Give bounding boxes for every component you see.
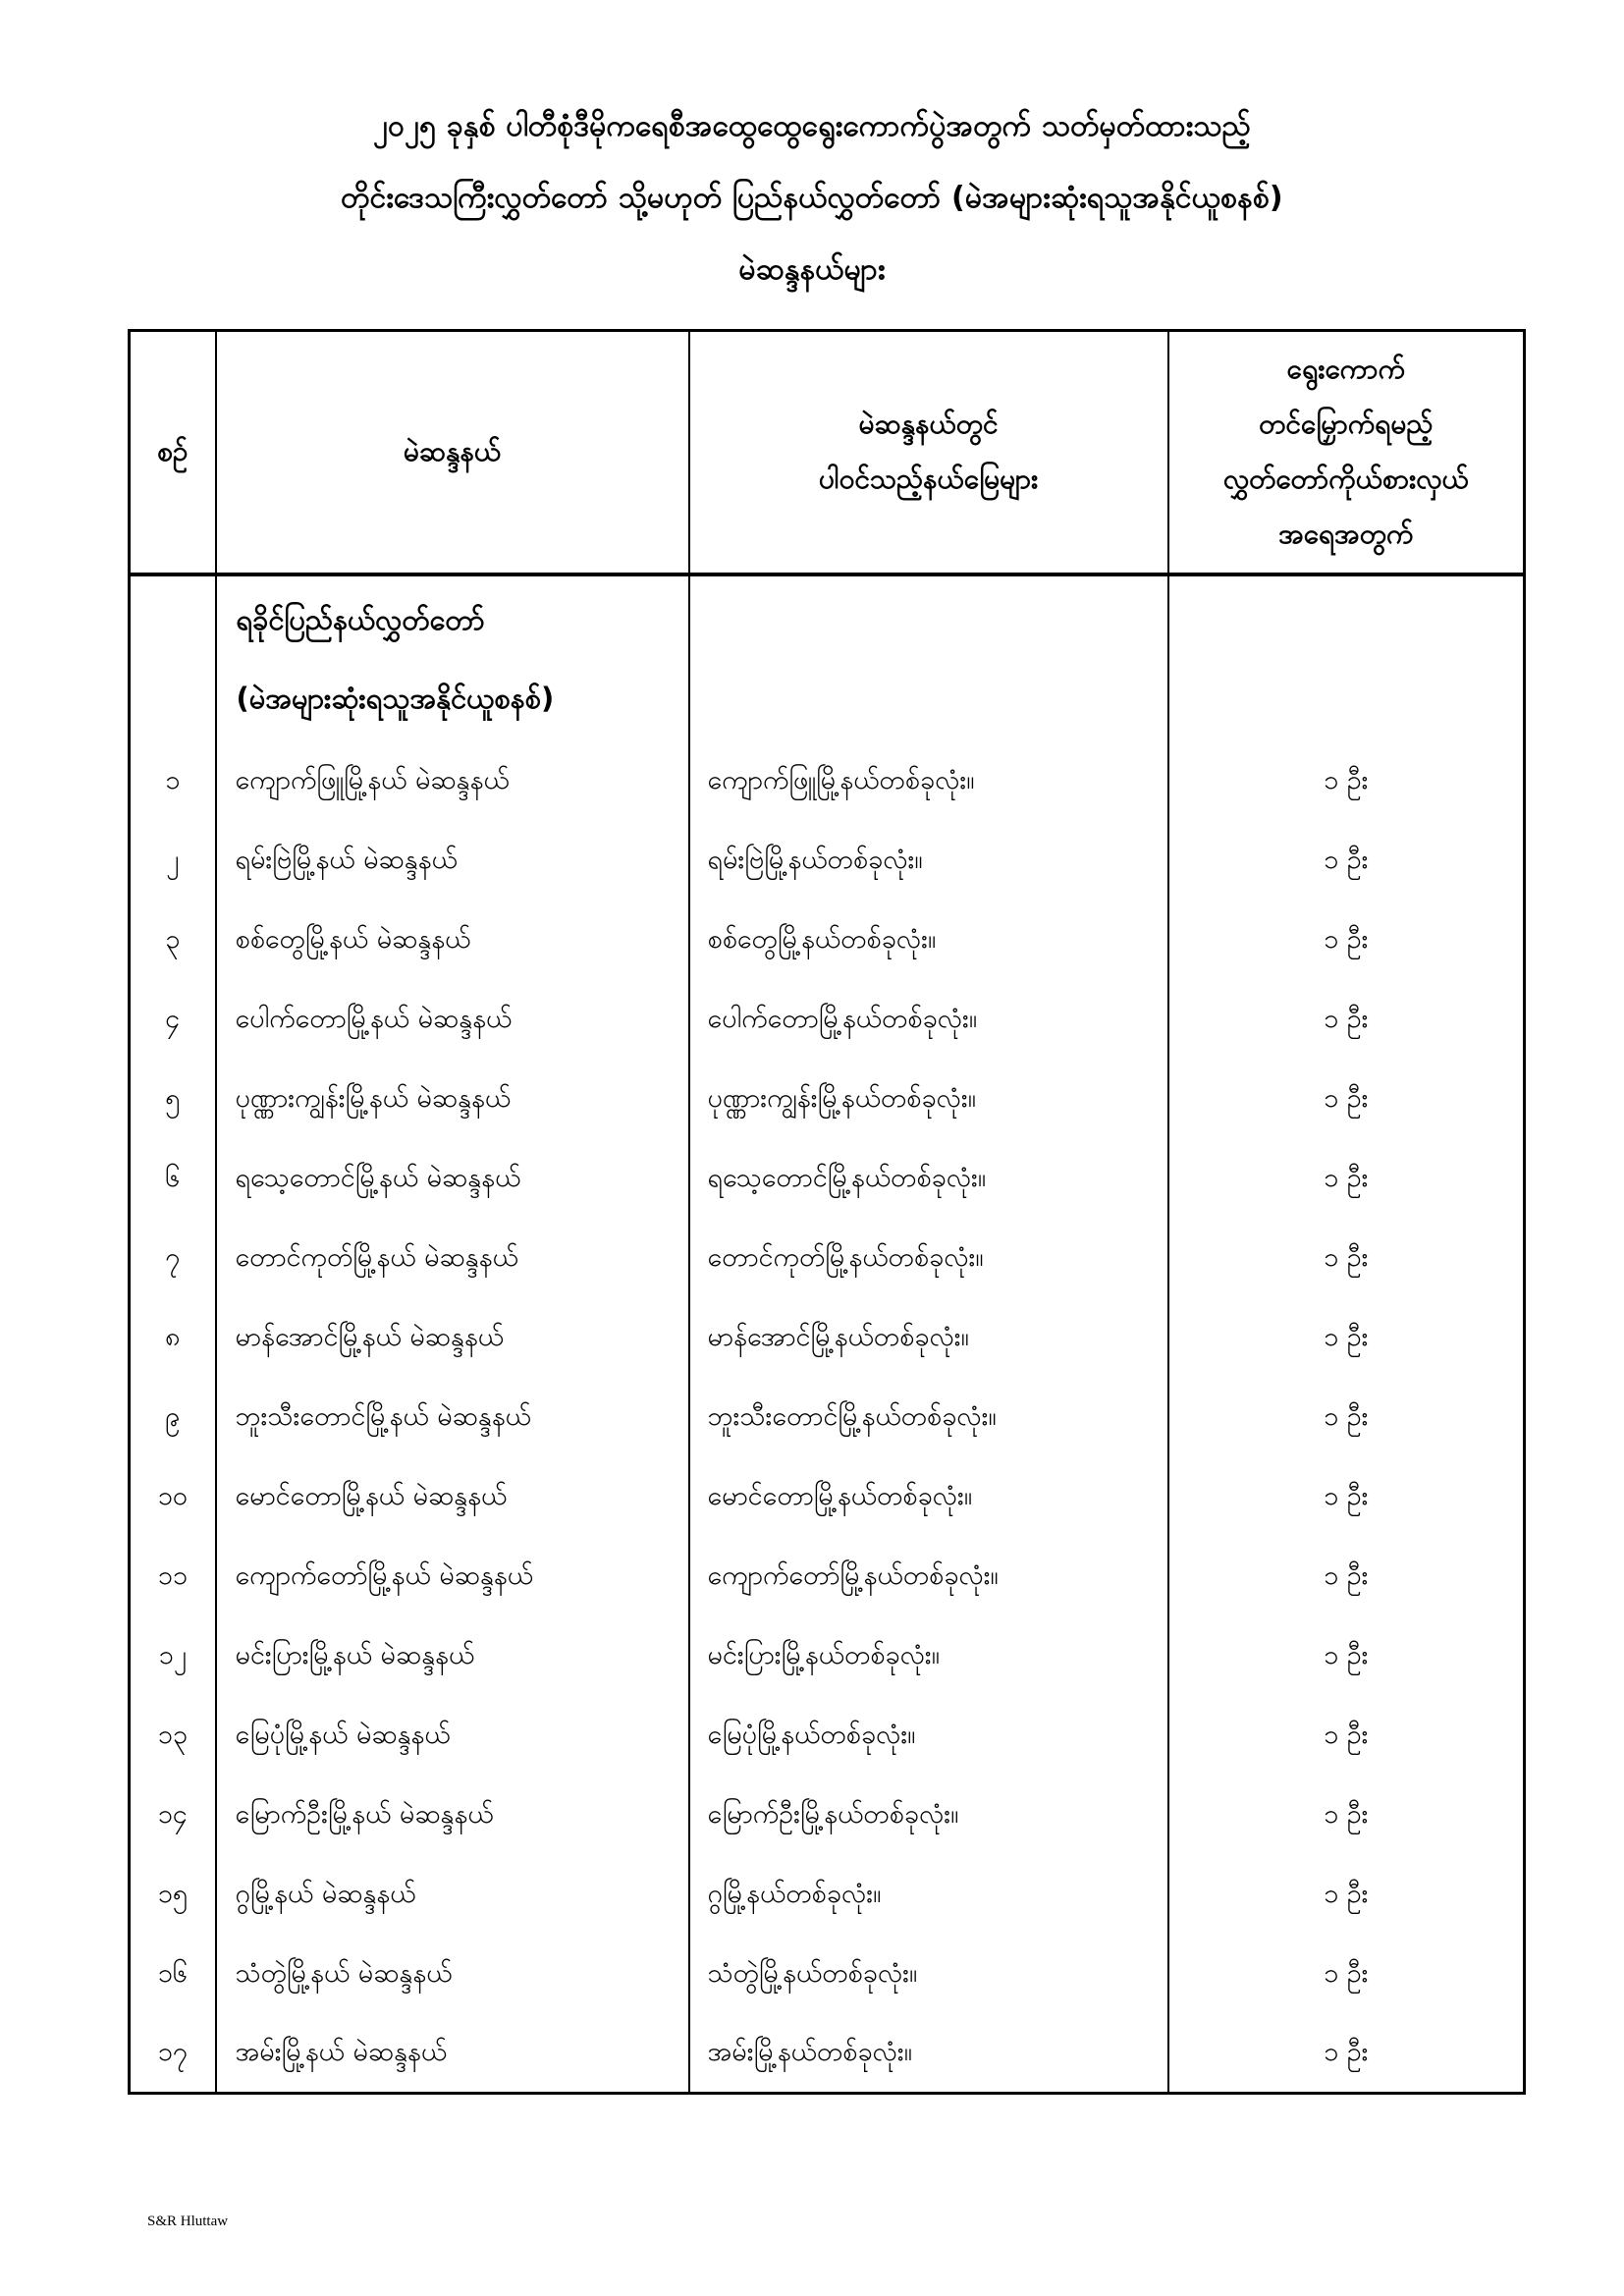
constituency-cell: မြောက်ဦးမြို့နယ် မဲဆန္ဒနယ်: [216, 1776, 689, 1855]
serial-cell: ၁၆: [130, 1935, 216, 2014]
constituency-cell: မင်းပြားမြို့နယ် မဲဆန္ဒနယ်: [216, 1616, 689, 1696]
areas-cell: ကျောက်တော်မြို့နယ်တစ်ခုလုံး။: [689, 1537, 1168, 1616]
constituency-cell: တောင်ကုတ်မြို့နယ် မဲဆန္ဒနယ်: [216, 1219, 689, 1298]
representatives-cell: ၁ ဦး: [1168, 980, 1525, 1060]
constituency-cell: ပေါက်တောမြို့နယ် မဲဆန္ဒနယ်: [216, 980, 689, 1060]
representatives-cell: ၁ ဦး: [1168, 1935, 1525, 2014]
constituency-cell: ကျောက်ဖြူမြို့နယ် မဲဆန္ဒနယ်: [216, 741, 689, 821]
table-row: [130, 1139, 1525, 1219]
constituency-cell: ကျောက်တော်မြို့နယ် မဲဆန္ဒနယ်: [216, 1537, 689, 1616]
constituency-cell: သံတွဲမြို့နယ် မဲဆန္ဒနယ်: [216, 1935, 689, 2014]
serial-cell: ၁၄: [130, 1776, 216, 1855]
constituency-cell: ဘူးသီးတောင်မြို့နယ် မဲဆန္ဒနယ်: [216, 1378, 689, 1457]
representatives-cell: ၁ ဦး: [1168, 1219, 1525, 1298]
constituency-cell: ရသေ့တောင်မြို့နယ် မဲဆန္ဒနယ်: [216, 1139, 689, 1219]
areas-cell: မြောက်ဦးမြို့နယ်တစ်ခုလုံး။: [689, 1776, 1168, 1855]
areas-cell: ဂွမြို့နယ်တစ်ခုလုံး။: [689, 1855, 1168, 1935]
constituency-cell: အမ်းမြို့နယ် မဲဆန္ဒနယ်: [216, 2014, 689, 2094]
areas-cell: ပေါက်တောမြို့နယ်တစ်ခုလုံး။: [689, 980, 1168, 1060]
serial-cell: ၁၃: [130, 1696, 216, 1776]
areas-cell: ပုဏ္ဏားကျွန်းမြို့နယ်တစ်ခုလုံး။: [689, 1060, 1168, 1139]
document-title: [0, 90, 1624, 305]
table-row: [130, 1060, 1525, 1139]
areas-cell: မင်းပြားမြို့နယ်တစ်ခုလုံး။: [689, 1616, 1168, 1696]
serial-cell: ၇: [130, 1219, 216, 1298]
representatives-cell: ၁ ဦး: [1168, 1298, 1525, 1378]
serial-cell: ၁၀: [130, 1457, 216, 1537]
table-row: [130, 1855, 1525, 1935]
areas-cell: မာန်အောင်မြို့နယ်တစ်ခုလုံး။: [689, 1298, 1168, 1378]
constituency-table: [128, 329, 1526, 2095]
title-line-1: ၂၀၂၅ ခုနှစ် ပါတီစုံဒီမိုကရေစီအထွေထွေရွေးကောက်ပွဲအတွက် သတ်မှတ်ထားသည့်: [373, 109, 1251, 143]
col-header-areas: [689, 331, 1168, 574]
representatives-cell: ၁ ဦး: [1168, 821, 1525, 901]
table-row: [130, 1616, 1525, 1696]
constituency-cell: စစ်တွေမြို့နယ် မဲဆန္ဒနယ်: [216, 901, 689, 980]
representatives-cell: ၁ ဦး: [1168, 1060, 1525, 1139]
constituency-cell: ပုဏ္ဏားကျွန်းမြို့နယ် မဲဆန္ဒနယ်: [216, 1060, 689, 1139]
table-row: [130, 1219, 1525, 1298]
areas-cell: ရသေ့တောင်မြို့နယ်တစ်ခုလုံး။: [689, 1139, 1168, 1219]
section-title-line-2: (မဲအများဆုံးရသူအနိုင်ယူစနစ်): [236, 681, 555, 715]
section-empty-reps-cell: [1168, 574, 1525, 741]
areas-cell: သံတွဲမြို့နယ်တစ်ခုလုံး။: [689, 1935, 1168, 2014]
col-header-areas-line-2: ပါဝင်သည့်နယ်မြေများ: [818, 463, 1039, 496]
constituency-cell: မြေပုံမြို့နယ် မဲဆန္ဒနယ်: [216, 1696, 689, 1776]
serial-cell: ၄: [130, 980, 216, 1060]
section-empty-areas-cell: [689, 574, 1168, 741]
col-header-constituency: မဲဆန္ဒနယ်: [216, 331, 689, 574]
serial-cell: ၉: [130, 1378, 216, 1457]
representatives-cell: ၁ ဦး: [1168, 1537, 1525, 1616]
serial-cell: ၈: [130, 1298, 216, 1378]
serial-cell: ၁၁: [130, 1537, 216, 1616]
serial-cell: ၆: [130, 1139, 216, 1219]
representatives-cell: ၁ ဦး: [1168, 1855, 1525, 1935]
serial-cell: ၅: [130, 1060, 216, 1139]
table-row: [130, 1935, 1525, 2014]
table-row: [130, 1537, 1525, 1616]
col-header-representatives-line-1: ရွေးကောက်: [1286, 353, 1405, 386]
representatives-cell: ၁ ဦး: [1168, 1457, 1525, 1537]
footer-watermark: S&R Hluttaw: [147, 2214, 229, 2229]
section-empty-serial-cell: [130, 574, 216, 741]
representatives-cell: ၁ ဦး: [1168, 1139, 1525, 1219]
areas-cell: ကျောက်ဖြူမြို့နယ်တစ်ခုလုံး။: [689, 741, 1168, 821]
areas-cell: ရမ်းဗြဲမြို့နယ်တစ်ခုလုံး။: [689, 821, 1168, 901]
table-header-row: [130, 331, 1525, 574]
areas-cell: မြေပုံမြို့နယ်တစ်ခုလုံး။: [689, 1696, 1168, 1776]
table-row: [130, 1696, 1525, 1776]
table-row: [130, 1457, 1525, 1537]
areas-cell: ဘူးသီးတောင်မြို့နယ်တစ်ခုလုံး။: [689, 1378, 1168, 1457]
section-title-cell: [216, 574, 689, 741]
serial-cell: ၁: [130, 741, 216, 821]
section-title-line-1: ရခိုင်ပြည်နယ်လွှတ်တော်: [236, 602, 485, 636]
table-row: [130, 2014, 1525, 2094]
representatives-cell: ၁ ဦး: [1168, 741, 1525, 821]
areas-cell: စစ်တွေမြို့နယ်တစ်ခုလုံး။: [689, 901, 1168, 980]
col-header-serial: စဉ်: [130, 331, 216, 574]
representatives-cell: ၁ ဦး: [1168, 1696, 1525, 1776]
areas-cell: အမ်းမြို့နယ်တစ်ခုလုံး။: [689, 2014, 1168, 2094]
constituency-cell: ဂွမြို့နယ် မဲဆန္ဒနယ်: [216, 1855, 689, 1935]
table-row: [130, 901, 1525, 980]
table-row: [130, 1776, 1525, 1855]
representatives-cell: ၁ ဦး: [1168, 1616, 1525, 1696]
constituency-cell: မောင်တောမြို့နယ် မဲဆန္ဒနယ်: [216, 1457, 689, 1537]
serial-cell: ၃: [130, 901, 216, 980]
areas-cell: မောင်တောမြို့နယ်တစ်ခုလုံး။: [689, 1457, 1168, 1537]
title-line-2: တိုင်းဒေသကြီးလွှတ်တော် သို့မဟုတ် ပြည်နယ်လွှတ်တော် (မဲအများဆုံးရသူအနိုင်ယူစနစ်): [341, 181, 1283, 215]
col-header-representatives: [1168, 331, 1525, 574]
serial-cell: ၁၅: [130, 1855, 216, 1935]
representatives-cell: ၁ ဦး: [1168, 1776, 1525, 1855]
table-row: [130, 821, 1525, 901]
table-row: [130, 1378, 1525, 1457]
col-header-areas-line-1: မဲဆန္ဒနယ်တွင်: [858, 408, 999, 441]
representatives-cell: ၁ ဦး: [1168, 901, 1525, 980]
constituency-cell: မာန်အောင်မြို့နယ် မဲဆန္ဒနယ်: [216, 1298, 689, 1378]
section-header-row: [130, 574, 1525, 741]
serial-cell: ၁၂: [130, 1616, 216, 1696]
serial-cell: ၁၇: [130, 2014, 216, 2094]
representatives-cell: ၁ ဦး: [1168, 1378, 1525, 1457]
serial-cell: ၂: [130, 821, 216, 901]
table-row: [130, 741, 1525, 821]
col-header-representatives-line-4: အရေအတွက်: [1278, 518, 1414, 551]
constituency-cell: ရမ်းဗြဲမြို့နယ် မဲဆန္ဒနယ်: [216, 821, 689, 901]
areas-cell: တောင်ကုတ်မြို့နယ်တစ်ခုလုံး။: [689, 1219, 1168, 1298]
table-row: [130, 980, 1525, 1060]
col-header-representatives-line-3: လွှတ်တော်ကိုယ်စားလှယ်: [1222, 463, 1469, 496]
table-row: [130, 1298, 1525, 1378]
title-line-3: မဲဆန္ဒနယ်များ: [738, 252, 886, 287]
representatives-cell: ၁ ဦး: [1168, 2014, 1525, 2094]
col-header-representatives-line-2: တင်မြှောက်ရမည့်: [1259, 408, 1434, 441]
